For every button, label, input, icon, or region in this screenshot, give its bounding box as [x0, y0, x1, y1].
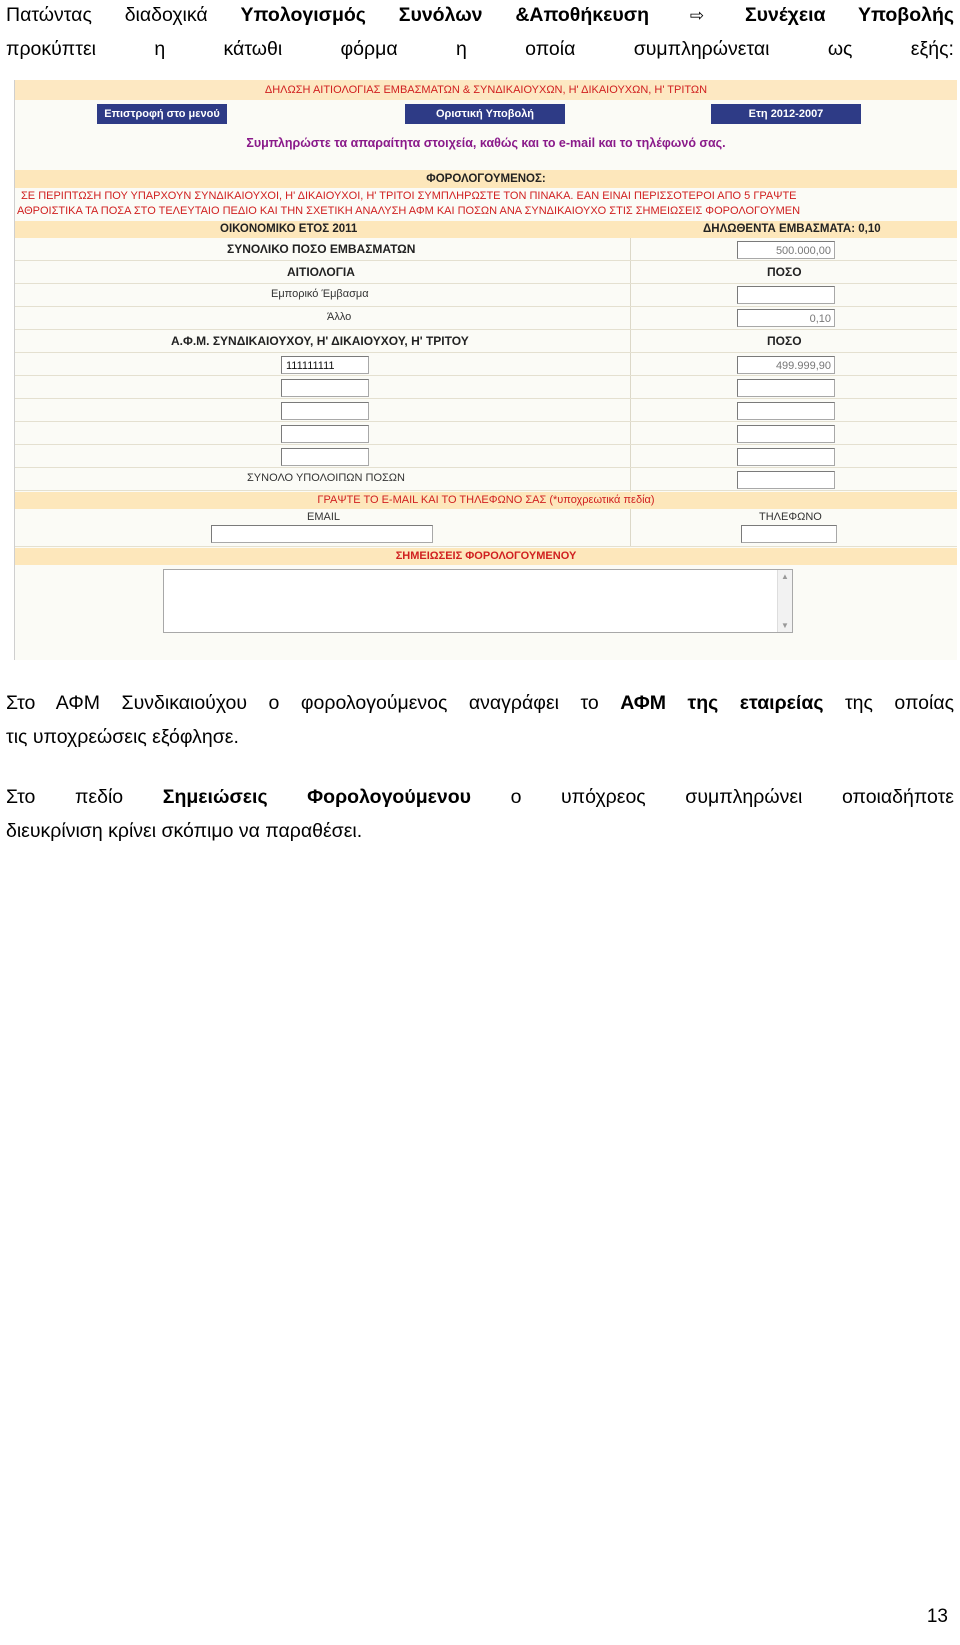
intro-line-1 — [6, 0, 954, 33]
afm-input-1[interactable]: 111111111 — [281, 356, 369, 374]
total-amount-input[interactable]: 500.000,00 — [737, 241, 835, 259]
contact-heading: ΓΡΑΨΤΕ ΤΟ E-MAIL ΚΑΙ ΤΟ ΤΗΛΕΦΩΝΟ ΣΑΣ (*υποχρεωτικά πεδία) — [15, 492, 957, 509]
years-button[interactable]: Ετη 2012-2007 — [711, 104, 861, 124]
word: η — [455, 38, 467, 60]
para1-text: Στο ΑΦΜ Συνδικαιούχου ο φορολογούμενος αναγράφει το — [6, 692, 599, 714]
final-submit-button[interactable]: Οριστική Υποβολή — [405, 104, 565, 124]
intro-bold-save: Υπολογισμός Συνόλων &Αποθήκευση — [240, 4, 649, 26]
email-input[interactable] — [211, 525, 433, 543]
row-reason-header — [15, 261, 957, 284]
reason-header: ΑΙΤΙΟΛΟΓΙΑ — [287, 265, 355, 279]
para2-line-2: διευκρίνιση κρίνει σκόπιμο να παραθέσει. — [6, 820, 363, 842]
intro-line-2 — [6, 32, 954, 66]
remaining-amount-input[interactable] — [737, 471, 835, 489]
form-screenshot — [14, 80, 957, 660]
para1-line-1 — [6, 686, 954, 720]
declared-amount: ΔΗΛΩΘΕΝΤΑ ΕΜΒΑΣΜΑΤΑ: 0,10 — [703, 223, 881, 235]
word: ως — [827, 38, 853, 60]
taxpayer-text: ΦΟΡΟΛΟΓΟΥΜΕΝΟΣ: — [426, 173, 546, 185]
amount-header: ΠΟΣΟ — [767, 265, 802, 279]
afm-amount-input-3[interactable] — [737, 402, 835, 420]
total-label: ΣΥΝΟΛΙΚΟ ΠΟΣΟ ΕΜΒΑΣΜΑΤΩΝ — [227, 242, 416, 256]
para1-line-2: τις υποχρεώσεις εξόφλησε. — [6, 726, 239, 748]
para2-text: Στο πεδίο — [6, 786, 124, 808]
intro-text: Πατώντας διαδοχικά — [6, 4, 208, 26]
reason-other: Άλλο — [327, 311, 352, 323]
afm-input-3[interactable] — [281, 402, 369, 420]
scroll-up-icon[interactable]: ▲ — [781, 572, 789, 581]
word: κάτωθι — [223, 38, 283, 60]
afm-input-4[interactable] — [281, 425, 369, 443]
notes-scrollbar[interactable] — [777, 570, 792, 632]
para1-bold: ΑΦΜ της εταιρείας — [620, 692, 824, 714]
taxpayer-label — [15, 170, 957, 188]
para2-line-1 — [6, 780, 954, 814]
commercial-amount-input[interactable] — [737, 286, 835, 304]
notes-textarea[interactable] — [163, 569, 793, 633]
word: οποία — [525, 38, 576, 60]
warning-line-1: ΣΕ ΠΕΡΙΠΤΩΣΗ ΠΟΥ ΥΠΑΡΧΟΥΝ ΣΥΝΔΙΚΑΙΟΥΧΟΙ, Η' ΔΙΚΑΙΟΥΧΟΙ, Η' ΤΡΙΤΟΙ ΣΥΜΠΛΗΡΩΣΤΕ ΤΟΝ ΠΙΝΑΚΑ. ΕΑΝ ΕΙΝΑΙ ΠΕΡΙΣΣΟΤΕΡΟΙ ΑΠΟ 5 ΓΡΑΨΤΕ — [21, 190, 797, 202]
reason-commercial: Εμπορικό Έμβασμα — [271, 288, 369, 300]
warning-line-2: ΑΘΡΟΙΣΤΙΚΑ ΤΑ ΠΟΣΑ ΣΤΟ ΤΕΛΕΥΤΑΙΟ ΠΕΔΙΟ ΚΑΙ ΤΗΝ ΣΧΕΤΙΚΗ ΑΝΑΛΥΣΗ ΑΦΜ ΚΑΙ ΠΟΣΩΝ ΑΝΑ ΣΥΝΔΙΚΑΙΟΥΧΟ ΣΤΙΣ ΣΗΜΕΙΩΣΕΙΣ ΦΟΡΟΛΟΓΟΥΜΕΝ — [17, 205, 801, 217]
afm-header: Α.Φ.Μ. ΣΥΝΔΙΚΑΙΟΥΧΟΥ, Η' ΔΙΚΑΙΟΥΧΟΥ, Η' ΤΡΙΤΟΥ — [171, 334, 469, 348]
back-to-menu-button[interactable]: Επιστροφή στο μενού — [97, 104, 227, 124]
word: προκύπτει — [6, 38, 96, 60]
afm-amount-input-1[interactable]: 499.999,90 — [737, 356, 835, 374]
word: φόρμα — [340, 38, 398, 60]
para2-bold: Σημειώσεις Φορολογούμενου — [162, 786, 471, 808]
afm-amount-input-4[interactable] — [737, 425, 835, 443]
remaining-label: ΣΥΝΟΛΟ ΥΠΟΛΟΙΠΩΝ ΠΟΣΩΝ — [247, 472, 405, 484]
word: συμπληρώνεται — [633, 38, 770, 60]
word: η — [154, 38, 166, 60]
afm-amount-input-2[interactable] — [737, 379, 835, 397]
afm-input-5[interactable] — [281, 448, 369, 466]
other-amount-input[interactable]: 0,10 — [737, 309, 835, 327]
word: εξής: — [910, 38, 954, 60]
fiscal-year-band — [15, 221, 957, 238]
phone-label: ΤΗΛΕΦΩΝΟ — [759, 511, 822, 523]
contact-divider — [630, 509, 631, 545]
para2-text-b: ο υπόχρεος συμπληρώνει οποιαδήποτε — [510, 786, 954, 808]
row-afm-header — [15, 330, 957, 353]
afm-input-2[interactable] — [281, 379, 369, 397]
contact-bottom — [15, 546, 957, 547]
para1-text-b: της οποίας — [844, 692, 954, 714]
email-label: EMAIL — [307, 511, 341, 523]
scroll-down-icon[interactable]: ▼ — [781, 621, 789, 630]
form-bottom-space — [15, 640, 957, 660]
intro-bold-continue: Συνέχεια Υποβολής — [744, 4, 955, 26]
afm-amount-input-5[interactable] — [737, 448, 835, 466]
arrow-right-icon: ⇨ — [689, 6, 705, 25]
phone-input[interactable] — [741, 525, 837, 543]
form-instruction: Συμπληρώστε τα απαραίτητα στοιχεία, καθώς και το e-mail και το τηλέφωνό σας. — [246, 136, 726, 150]
afm-amount-header: ΠΟΣΟ — [767, 334, 802, 348]
notes-heading: ΣΗΜΕΙΩΣΕΙΣ ΦΟΡΟΛΟΓΟΥΜΕΝΟΥ — [15, 548, 957, 565]
page-number: 13 — [926, 1606, 948, 1627]
form-title: ΔΗΛΩΣΗ ΑΙΤΙΟΛΟΓΙΑΣ ΕΜΒΑΣΜΑΤΩΝ & ΣΥΝΔΙΚΑΙΟΥΧΩΝ, Η' ΔΙΚΑΙΟΥΧΩΝ, Η' ΤΡΙΤΩΝ — [15, 80, 957, 100]
fiscal-year: ΟΙΚΟΝΟΜΙΚΟ ΕΤΟΣ 2011 — [220, 223, 358, 235]
